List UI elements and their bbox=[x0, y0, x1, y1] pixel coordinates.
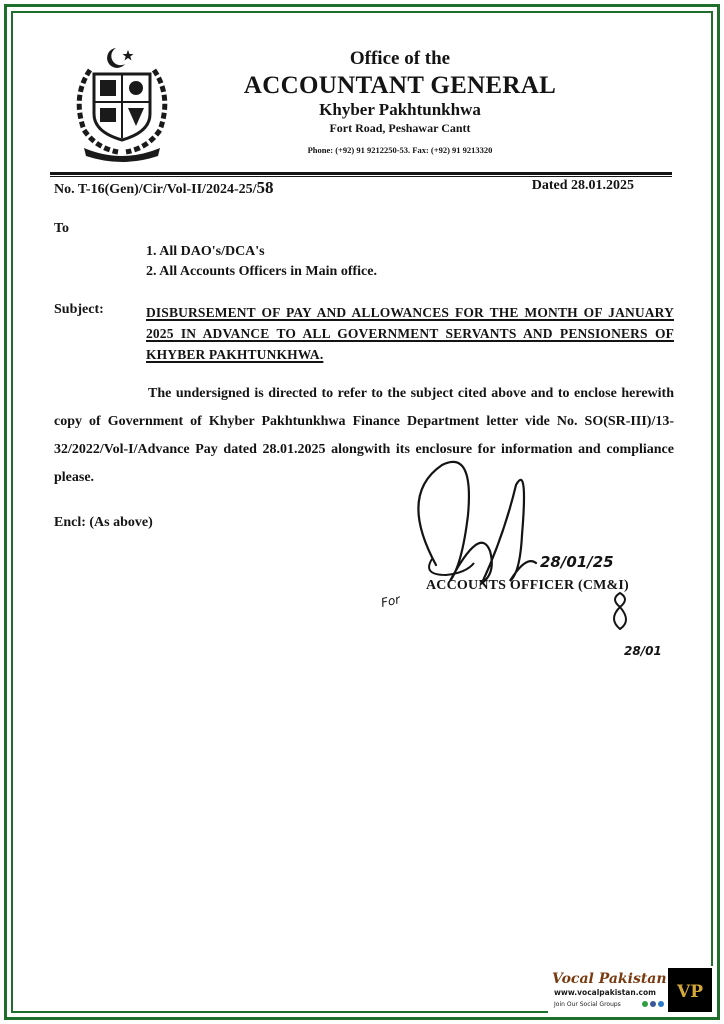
letterhead-province: Khyber Pakhtunkhwa bbox=[319, 100, 481, 119]
header-rule bbox=[50, 172, 672, 175]
signature-handwriting bbox=[370, 455, 690, 675]
for-note: For bbox=[379, 592, 402, 610]
reference-number-suffix: 58 bbox=[256, 178, 274, 197]
whatsapp-icon bbox=[642, 1001, 648, 1007]
recipient-item: 2. All Accounts Officers in Main office. bbox=[146, 264, 377, 279]
vocal-pakistan-watermark bbox=[548, 966, 714, 1014]
initial-date: 28/01 bbox=[624, 644, 662, 658]
watermark-site: www.vocalpakistan.com bbox=[554, 988, 656, 997]
signatory-designation: ACCOUNTS OFFICER (CM&I) bbox=[426, 578, 629, 593]
signature-date: 28/01/25 bbox=[540, 553, 614, 571]
recipient-item: 1. All DAO's/DCA's bbox=[146, 244, 265, 259]
enclosure-note: Encl: (As above) bbox=[54, 515, 153, 530]
to-label: To bbox=[54, 221, 70, 236]
header-rule-thin bbox=[50, 176, 672, 177]
letterhead-contact: Phone: (+92) 91 9212250-53. Fax: (+92) 91 9213320 bbox=[307, 145, 493, 155]
letterhead-title: ACCOUNTANT GENERAL bbox=[243, 72, 557, 99]
linkedin-icon bbox=[658, 1001, 664, 1007]
letterhead-address: Fort Road, Peshawar Cantt bbox=[329, 121, 471, 135]
state-emblem-icon bbox=[66, 44, 178, 164]
body-paragraph: The undersigned is directed to refer to the subject cited above and to enclose herewith copy of Government of Khyber Pakhtunkhwa Finance Department letter vide No. SO(SR-III)/13-32/2022/Vol-I/Advance Pay dated 28.01.2025 alongwith its enclosure for information and compliance please. bbox=[54, 386, 674, 485]
reference-number-prefix: No. T-16(Gen)/Cir/Vol-II/2024-25/ bbox=[54, 182, 257, 197]
vp-logo-text: VP bbox=[677, 982, 703, 1002]
letterhead-office-line: Office of the bbox=[349, 48, 451, 69]
subject-text: DISBURSEMENT OF PAY AND ALLOWANCES FOR THE MONTH OF JANUARY 2025 IN ADVANCE TO ALL GOVERNMENT SERVANTS AND PENSIONERS OF KHYBER PAKHTUNKHWA. bbox=[146, 305, 674, 362]
letter-date: Dated 28.01.2025 bbox=[531, 178, 634, 193]
subject-label: Subject: bbox=[54, 302, 104, 317]
reference-number bbox=[54, 178, 274, 198]
watermark-brand: Vocal Pakistan bbox=[552, 971, 667, 987]
facebook-icon bbox=[650, 1001, 656, 1007]
watermark-tagline: Join Our Social Groups bbox=[554, 1001, 621, 1008]
